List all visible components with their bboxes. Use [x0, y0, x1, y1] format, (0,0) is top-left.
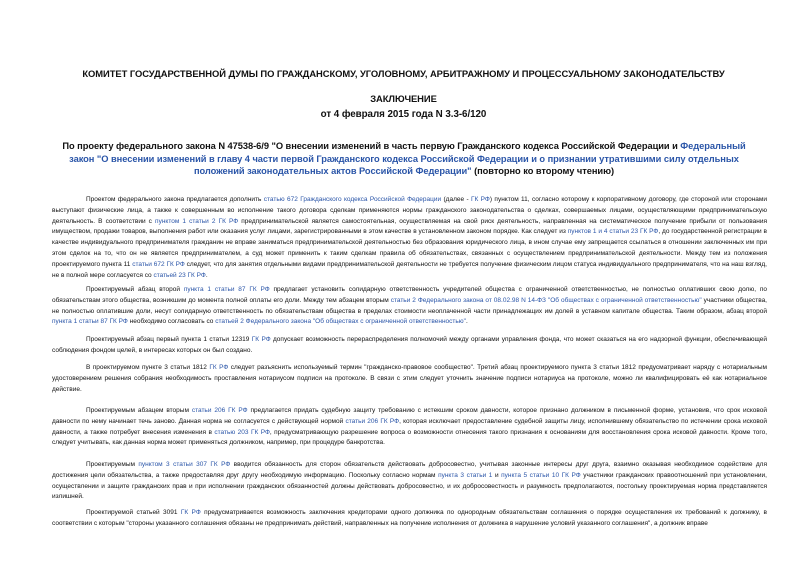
law-reference-link[interactable]: пунктом 1 статьи 2 ГК РФ [155, 217, 239, 225]
document-subject [54, 140, 754, 178]
paragraph-text: вводится обязанность для сторон обязательств действовать добросовестно, учитывая законные интересы друг друга, взаимно оказывая необходимое содействие для достижения цели обязательства, а также предоставляя друг другу необходимую информацию. Поскольку согласно нормам [52, 461, 767, 479]
committee-heading: КОМИТЕТ ГОСУДАРСТВЕННОЙ ДУМЫ ПО ГРАЖДАНСКОМУ, УГОЛОВНОМУ, АРБИТРАЖНОМУ И ПРОЦЕССУАЛЬНОМУ ЗАКОНОДАТЕЛЬСТВУ [82, 68, 725, 79]
law-reference-link[interactable]: пунктов 1 и 4 статьи 23 ГК РФ [567, 228, 659, 236]
document-title: ЗАКЛЮЧЕНИЕ [370, 93, 437, 104]
paragraph-text: . [465, 318, 468, 326]
paragraph-text: , до государственной регистрации в качестве индивидуального предпринимателя гражданин не вправе заниматься предпринимательской деятельностью без образования юридического лица, в ином случае ему запрещается ссылаться в отношении заключенных им при этом сделок на то, что он не является предпринимателем, а суд может применить к таким сделкам правила об обязательствах, связанных с осуществлением предпринимательской деятельности. Между тем из положения проектируемого пункта 11 [52, 228, 767, 268]
law-reference-link[interactable]: статьи 2 Федерального закона от 08.02.98 N 14-ФЗ "Об обществах с ограниченной ответственностью" [390, 296, 702, 304]
paragraph-text: участники гражданских правоотношений при установлении, осуществлении и защите гражданских прав и при исполнении гражданских обязанностей должны действовать добросовестно, и их добросовестность и разумность предполагаются, постольку проектируемая норма представляется излишней. [52, 471, 767, 501]
paragraph-text: Проектируемой статьей 3091 [86, 509, 181, 516]
paragraph-text: (далее - [441, 196, 471, 203]
paragraph-text: и [492, 471, 502, 479]
paragraph [52, 335, 767, 357]
paragraph-text: Проектируемый абзац первый пункта 1 статьи 12319 [86, 336, 252, 343]
paragraph-text: Проектируемым абзацем вторым [86, 407, 192, 414]
subject-note: (повторно ко второму чтению) [471, 166, 615, 176]
paragraph-text: необходимо согласовать со [127, 318, 216, 326]
paragraph-text: В проектируемом пункте 3 статьи 1812 [86, 364, 210, 371]
law-reference-link[interactable]: ГК РФ [180, 509, 201, 516]
law-reference-link[interactable]: пункта 1 статьи 87 ГК РФ [52, 318, 128, 326]
paragraph [52, 363, 767, 395]
paragraph [52, 460, 767, 503]
law-reference-link[interactable]: ГК РФ [209, 364, 229, 371]
paragraph-text: , предусматривающую разрешение вопроса о возможности отнесения такого признания к основаниям для восстановления срока исковой давности. Кроме того, следует учитывать, как данная норма может применяться должником, например, при процедуре банкротства. [52, 428, 767, 447]
law-reference-link[interactable]: статью 672 Гражданского кодекса Российской Федерации [263, 196, 442, 203]
paragraph [52, 406, 767, 449]
paragraph-text: Проектируемый абзац второй [86, 286, 184, 293]
law-reference-link[interactable]: статьи 206 ГК РФ [191, 407, 248, 414]
law-reference-link[interactable]: пункта 3 статьи 1 [438, 471, 493, 479]
paragraph-text: участники общества, не полностью оплатившие доли, несут солидарную ответственность по обязательствам общества в пределах стоимости неоплаченной части принадлежащих им долей в уставном капитале общества. Таким образом, абзац второй [52, 296, 767, 315]
paragraph [52, 285, 767, 328]
paragraph-text: , которая исключает предоставление судебной защиты лицу, исполнившему обязательство по истечении срока исковой давности, а также потребует внесения изменения в [52, 417, 767, 436]
paragraph-text: Проектируемым [86, 461, 139, 468]
law-reference-link[interactable]: пункта 5 статьи 10 ГК РФ [501, 471, 581, 479]
paragraph-text: следует разъяснить используемый термин "гражданско-правовое сообщество". Третий абзац проектируемого пункта 3 статьи 1812 предусматривает наряду с нотариальным удостоверением решения собрания необходимость проставления нотариусом подписи на протоколе. В связи с этим следует уточнить значение подписи нотариуса на протоколе, можно ли квалифицировать её как нотариальное действие. [52, 364, 767, 393]
paragraph-text: следует, что для занятия отдельными видами предпринимательской деятельности не требуется получение физическим лицом статуса индивидуального предпринимателя, что на наш взгляд, не в полной мере согласуется со [52, 260, 767, 279]
paragraph-text: допускает возможность перераспределения полномочий между органами управления фонда, что может сказаться на его надзорной функции, обеспечивающей соблюдения фондом целей, в интересах которых он был создано. [52, 336, 767, 354]
law-reference-link[interactable]: ГК РФ [471, 196, 490, 203]
paragraph [52, 195, 767, 281]
law-reference-link[interactable]: статьей 2 Федерального закона "Об обществах с ограниченной ответственностью" [215, 318, 466, 326]
law-reference-link[interactable]: статьи 206 ГК РФ [345, 417, 400, 425]
law-reference-link[interactable]: пунктом 3 статьи 307 ГК РФ [138, 461, 231, 468]
paragraph-text: предусматривается возможность заключения кредиторами одного должника по однородным обязательствам соглашения о порядке осуществления их требований к должнику, в соответствии с которым "стороны указанного соглашения обязаны не предпринимать действий, направленных на получение исполнения от должника в нарушение условий указанного соглашения", а должник вправе [52, 509, 767, 527]
paragraph-text: . [205, 271, 208, 279]
paragraph-text: предлагается придать судебную защиту требованию с истекшим сроком давности, которое признано должником в письменной форме, установив, что срок исковой давности по нему начинает течь заново. Данная норма не согласуется с действующей нормой [52, 407, 767, 425]
law-reference-link[interactable]: ГК РФ [251, 336, 271, 343]
subject-text: По проекту федерального закона N 47538-6/9 "О внесении изменений в часть первую Гражданского кодекса Российской Федерации и [62, 141, 681, 151]
law-reference-link[interactable]: статьей 23 ГК РФ [153, 271, 206, 279]
law-reference-link[interactable]: статьи 672 ГК РФ [132, 260, 185, 268]
paragraph-text: предпринимательской является самостоятельная, осуществляемая на свой риск деятельность, направленная на систематическое получение прибыли от пользования имуществом, продажи товаров, выполнения работ или оказания услуг лицами, зарегистрированными в этом качестве в установленном законом порядке. Как следует из [52, 217, 768, 236]
paragraph-text: предлагает установить солидарную ответственность учредителей общества с ограниченной ответственностью, не полностью оплативших свою долю, по обязательствам этого общества, возникшим до момента полной оплаты его доли. Между тем абзацем вторым [52, 286, 767, 304]
law-reference-link[interactable]: статью 203 ГК РФ [214, 428, 270, 436]
paragraph [52, 508, 767, 530]
law-reference-link[interactable]: пункта 1 статьи 87 ГК РФ [183, 286, 270, 293]
subject-law-link[interactable]: Федеральный закон "О внесении изменений в главу 4 части первой Гражданского кодекса Российской Федерации и о признании утратившими силу отдельных положений законодательных актов Российской Федерации" [69, 141, 746, 176]
paragraph-text: ) пунктом 11, согласно которому к корпоративному договору, где стороной или сторонами выступают физические лица, а также к совершенным во исполнение такого договора сделкам применяются нормы гражданского законодательства о сделках, совершаемых лицами, осуществляющими предпринимательскую деятельность. В соответствии с [52, 196, 767, 225]
paragraph-text: Проектом федерального закона предлагается дополнить [86, 196, 264, 203]
document-date: от 4 февраля 2015 года N 3.3-6/120 [320, 109, 487, 120]
